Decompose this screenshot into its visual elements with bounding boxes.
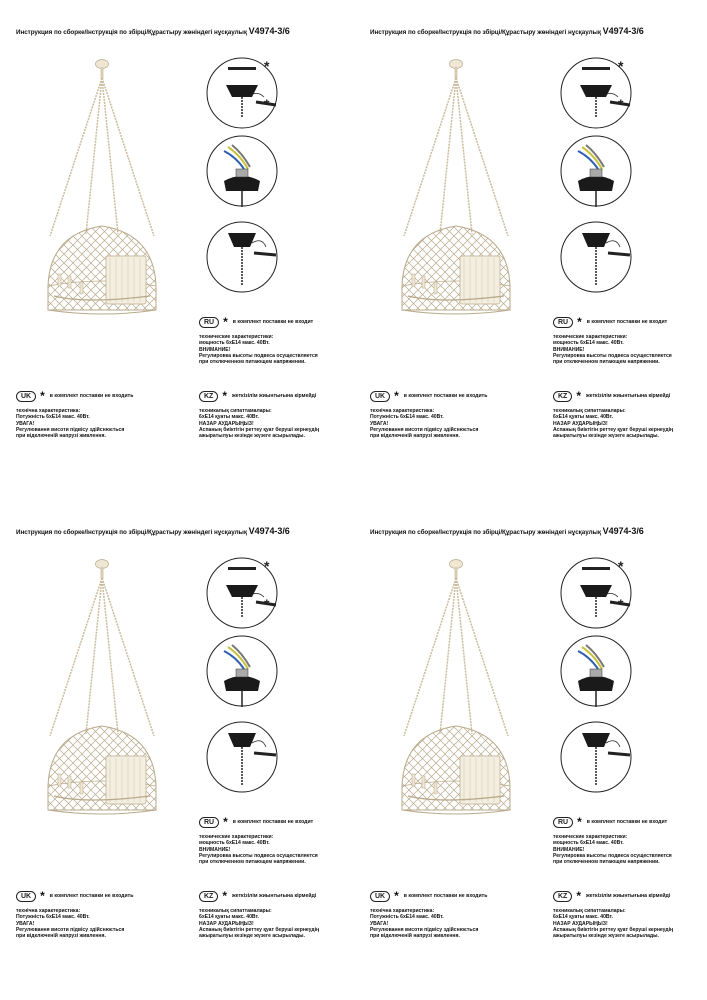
model-code: V4974-3/6	[602, 526, 644, 536]
instruction-block-kz	[553, 390, 673, 439]
instruction-block-uk	[370, 890, 487, 939]
note-not-included: жеткізілім жиынтығына кірмейді	[586, 892, 671, 899]
title-text: Инструкция по сборке/Інструкція по збірці/Құрастыру жөніндегі нұсқаулық	[16, 29, 247, 36]
language-badge-uk: UK	[16, 391, 36, 402]
language-badge-ru: RU	[199, 817, 219, 828]
language-badge-uk: UK	[370, 891, 390, 902]
warning-heading: ВНИМАНИЕ!	[553, 346, 585, 353]
sheet-title	[16, 526, 346, 536]
warning-line: ажыратылуы кезінде жүзеге асырылады.	[199, 933, 305, 940]
spec-heading: техникалық сипаттамалары:	[553, 908, 626, 914]
note-not-included: жеткізілім жиынтығына кірмейді	[232, 392, 317, 399]
sheet-title	[370, 526, 700, 536]
spec-value: 6хЕ14 қуаты макс. 40Вт.	[553, 414, 613, 421]
svg-text:*: *	[618, 58, 624, 74]
spec-heading: технічна характеристика:	[16, 908, 81, 914]
spec-value: мощность 6хЕ14 макс. 40Вт.	[553, 340, 624, 347]
spec-value: Потужність 6хЕ14 макс. 40Вт.	[370, 414, 444, 421]
spec-heading: технічна характеристика:	[370, 408, 435, 414]
spec-value: мощность 6хЕ14 макс. 40Вт.	[553, 840, 624, 847]
instruction-block-ru	[199, 316, 318, 365]
spec-value: мощность 6хЕ14 макс. 40Вт.	[199, 840, 270, 847]
warning-heading: УВАГА!	[16, 420, 35, 427]
spec-heading: техникалық сипаттамалары:	[553, 408, 626, 414]
model-code: V4974-3/6	[602, 26, 644, 36]
warning-line: ажыратылуы кезінде жүзеге асырылады.	[199, 433, 305, 440]
note-not-included: в комплект поставки не входить	[403, 892, 488, 899]
warning-line: при отключенном питающем напряжении.	[199, 359, 306, 366]
svg-text:*: *	[264, 596, 270, 612]
asterisk-icon: *	[223, 315, 228, 329]
warning-heading: НАЗАР АУДАРЫҢЫЗ!	[199, 920, 254, 927]
chandelier-illustration	[46, 56, 158, 318]
spec-value: 6хЕ14 қуаты макс. 40Вт.	[199, 414, 259, 421]
height-adjust-icon	[207, 222, 277, 292]
language-badge-kz: KZ	[199, 891, 218, 902]
spec-value: Потужність 6хЕ14 макс. 40Вт.	[16, 914, 90, 921]
height-adjust-icon	[561, 222, 631, 292]
warning-line: Аспаның биіктігін реттеу қуат беруші кернеудің	[553, 926, 674, 933]
warning-line: при відключеній напрузі живлення.	[16, 433, 106, 440]
warning-line: при відключеній напрузі живлення.	[370, 433, 460, 440]
asterisk-icon: *	[40, 889, 45, 903]
instruction-block-kz	[199, 390, 319, 439]
spec-heading: технічна характеристика:	[16, 408, 81, 414]
note-not-included: жеткізілім жиынтығына кірмейді	[232, 892, 317, 899]
instruction-sheet	[0, 500, 353, 1000]
warning-heading: УВАГА!	[370, 920, 389, 927]
svg-text:*: *	[618, 96, 624, 112]
warning-line: Аспаның биіктігін реттеу қуат беруші кернеудің	[553, 426, 674, 433]
wire-connection-icon	[207, 636, 277, 707]
height-adjust-icon	[207, 722, 277, 792]
instruction-block-kz	[199, 890, 319, 939]
note-not-included: в комплект поставки не входит	[232, 318, 314, 325]
ceiling-mount-icon	[561, 558, 631, 628]
spec-value: Потужність 6хЕ14 макс. 40Вт.	[370, 914, 444, 921]
svg-text:*: *	[264, 96, 270, 112]
ceiling-mount-icon	[561, 58, 631, 128]
warning-line: Регулювання висоти підвісу здійснюється	[370, 926, 479, 933]
assembly-steps	[560, 557, 632, 797]
warning-heading: ВНИМАНИЕ!	[199, 846, 231, 853]
assembly-steps	[560, 57, 632, 297]
warning-heading: УВАГА!	[370, 420, 389, 427]
warning-line: при відключеній напрузі живлення.	[370, 933, 460, 940]
note-not-included: жеткізілім жиынтығына кірмейді	[586, 392, 671, 399]
warning-line: при відключеній напрузі живлення.	[16, 933, 106, 940]
spec-heading: техникалық сипаттамалары:	[199, 908, 272, 914]
warning-line: ажыратылуы кезінде жүзеге асырылады.	[553, 433, 659, 440]
warning-line: Аспаның биіктігін реттеу қуат беруші кернеудің	[199, 426, 320, 433]
language-badge-ru: RU	[553, 317, 573, 328]
warning-heading: НАЗАР АУДАРЫҢЫЗ!	[553, 420, 608, 427]
asterisk-icon: *	[576, 389, 582, 403]
sheet-title	[370, 26, 700, 36]
asterisk-icon: *	[394, 889, 399, 903]
note-not-included: в комплект поставки не входит	[232, 818, 314, 825]
title-text: Инструкция по сборке/Інструкція по збірці/Құрастыру жөніндегі нұсқаулық	[16, 529, 247, 536]
asterisk-icon: *	[394, 389, 399, 403]
language-badge-uk: UK	[16, 891, 36, 902]
spec-heading: техникалық сипаттамалары:	[199, 408, 272, 414]
warning-line: Регулировка высоты подвеса осуществляется	[553, 852, 672, 859]
spec-value: 6хЕ14 қуаты макс. 40Вт.	[199, 914, 259, 921]
wire-connection-icon	[561, 136, 631, 207]
instruction-block-ru	[553, 316, 672, 365]
instruction-block-kz	[553, 890, 673, 939]
instruction-sheet	[354, 500, 707, 1000]
instruction-block-uk	[16, 890, 133, 939]
language-badge-kz: KZ	[553, 891, 572, 902]
language-badge-ru: RU	[199, 317, 219, 328]
asterisk-icon: *	[577, 315, 582, 329]
language-badge-kz: KZ	[553, 391, 572, 402]
instruction-block-uk	[16, 390, 133, 439]
note-not-included: в комплект поставки не входить	[403, 392, 488, 399]
instruction-block-ru	[553, 816, 672, 865]
model-code: V4974-3/6	[248, 526, 290, 536]
warning-line: ажыратылуы кезінде жүзеге асырылады.	[553, 933, 659, 940]
spec-value: мощность 6хЕ14 макс. 40Вт.	[199, 340, 270, 347]
warning-line: Регулировка высоты подвеса осуществляется	[199, 352, 318, 359]
title-text: Инструкция по сборке/Інструкція по збірці/Құрастыру жөніндегі нұсқаулық	[370, 29, 601, 36]
language-badge-kz: KZ	[199, 391, 218, 402]
chandelier-illustration	[400, 556, 512, 818]
spec-value: 6хЕ14 қуаты макс. 40Вт.	[553, 914, 613, 921]
language-badge-uk: UK	[370, 391, 390, 402]
warning-line: при отключенном питающем напряжении.	[553, 359, 660, 366]
warning-line: Регулировка высоты подвеса осуществляется	[553, 352, 672, 359]
asterisk-icon: *	[577, 815, 582, 829]
warning-line: при отключенном питающем напряжении.	[199, 859, 306, 866]
warning-heading: НАЗАР АУДАРЫҢЫЗ!	[553, 920, 608, 927]
ceiling-mount-icon	[207, 558, 277, 628]
spec-heading: технические характеристики:	[199, 334, 274, 340]
asterisk-icon: *	[576, 889, 582, 903]
wire-connection-icon	[561, 636, 631, 707]
warning-heading: ВНИМАНИЕ!	[199, 346, 231, 353]
warning-heading: НАЗАР АУДАРЫҢЫЗ!	[199, 420, 254, 427]
title-text: Инструкция по сборке/Інструкція по збірці/Құрастыру жөніндегі нұсқаулық	[370, 529, 601, 536]
note-not-included: в комплект поставки не входит	[586, 318, 668, 325]
note-not-included: в комплект поставки не входит	[586, 818, 668, 825]
note-not-included: в комплект поставки не входить	[49, 892, 134, 899]
warning-heading: УВАГА!	[16, 920, 35, 927]
instruction-block-uk	[370, 390, 487, 439]
warning-line: при отключенном питающем напряжении.	[553, 859, 660, 866]
wire-connection-icon	[207, 136, 277, 207]
asterisk-icon: *	[40, 389, 45, 403]
chandelier-illustration	[46, 556, 158, 818]
warning-heading: ВНИМАНИЕ!	[553, 846, 585, 853]
height-adjust-icon	[561, 722, 631, 792]
assembly-steps	[206, 557, 278, 797]
asterisk-icon: *	[222, 389, 228, 403]
spec-value: Потужність 6хЕ14 макс. 40Вт.	[16, 414, 90, 421]
note-not-included: в комплект поставки не входить	[49, 392, 134, 399]
warning-line: Регулювання висоти підвісу здійснюється	[370, 426, 479, 433]
sheet-title	[16, 26, 346, 36]
spec-heading: технические характеристики:	[199, 834, 274, 840]
assembly-steps	[206, 57, 278, 297]
instruction-sheet	[354, 0, 707, 500]
svg-text:*: *	[264, 558, 270, 574]
chandelier-illustration	[400, 56, 512, 318]
spec-heading: технические характеристики:	[553, 834, 628, 840]
language-badge-ru: RU	[553, 817, 573, 828]
svg-text:*: *	[264, 58, 270, 74]
ceiling-mount-icon	[207, 58, 277, 128]
warning-line: Аспаның биіктігін реттеу қуат беруші кернеудің	[199, 926, 320, 933]
spec-heading: технічна характеристика:	[370, 908, 435, 914]
svg-text:*: *	[618, 596, 624, 612]
model-code: V4974-3/6	[248, 26, 290, 36]
warning-line: Регулировка высоты подвеса осуществляется	[199, 852, 318, 859]
warning-line: Регулювання висоти підвісу здійснюється	[16, 926, 125, 933]
asterisk-icon: *	[223, 815, 228, 829]
spec-heading: технические характеристики:	[553, 334, 628, 340]
instruction-sheet	[0, 0, 353, 500]
instruction-block-ru	[199, 816, 318, 865]
asterisk-icon: *	[222, 889, 228, 903]
warning-line: Регулювання висоти підвісу здійснюється	[16, 426, 125, 433]
svg-text:*: *	[618, 558, 624, 574]
